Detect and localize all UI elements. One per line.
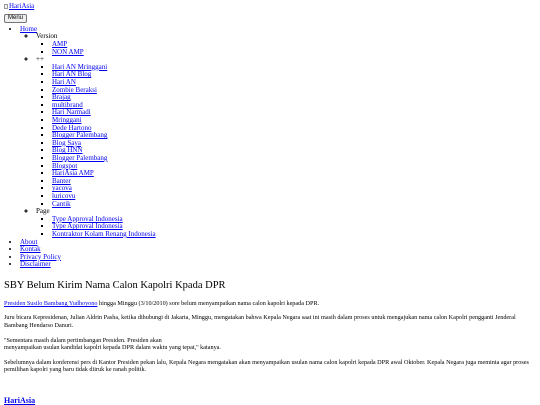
article-text: menyampaikan usulan kandidat kapolri kepada DPR dalam waktu yang tepat," katanya. bbox=[4, 344, 221, 352]
nav-link-kontak[interactable]: Kontak bbox=[20, 245, 41, 254]
nav-link-disclaimer[interactable]: Disclaimer bbox=[20, 260, 51, 269]
more-link[interactable]: multibrand bbox=[52, 100, 83, 109]
article-paragraph: Sebelumnya dalam konferensi pers di Kantor Presiden pekan lalu, Kepala Negara mengatakan akan menyampaikan usulan nama calon kapolri kepada DPR awal Oktober. Kepala Negara juga meminta agar proses pemilihan kapolri yang baru tidak diiruk ke ranah politik. bbox=[4, 358, 529, 374]
more-link[interactable]: Cantik bbox=[52, 199, 71, 208]
nav-submenu bbox=[20, 33, 536, 238]
more-item bbox=[52, 155, 536, 163]
more-item bbox=[52, 109, 536, 117]
more-item bbox=[52, 132, 536, 140]
more-link[interactable]: Banter bbox=[52, 176, 71, 185]
more-item bbox=[52, 147, 536, 155]
nav-item-disclaimer bbox=[20, 261, 536, 269]
more-item bbox=[52, 178, 536, 186]
more-item bbox=[52, 71, 536, 79]
version-item bbox=[52, 41, 536, 49]
more-list bbox=[36, 64, 536, 208]
nav-item-kontak bbox=[20, 246, 536, 254]
nav-item-home bbox=[20, 26, 536, 239]
article-title: SBY Belum Kirim Nama Calon Kapolri Kpada DPR bbox=[4, 279, 226, 291]
more-item bbox=[52, 94, 536, 102]
more-link[interactable]: Hari AN bbox=[52, 78, 76, 87]
version-item bbox=[52, 49, 536, 57]
more-link[interactable]: Mringgani bbox=[52, 116, 82, 125]
more-item bbox=[52, 140, 536, 148]
page-link[interactable]: Type Approval Indonesia bbox=[52, 222, 123, 231]
nav-item-page bbox=[36, 208, 536, 238]
more-link[interactable]: Hari AN Mringgani bbox=[52, 62, 108, 71]
page-link[interactable]: Type Approval Indonesia bbox=[52, 214, 123, 223]
more-item bbox=[52, 117, 536, 125]
more-item bbox=[52, 102, 536, 110]
broken-image-icon bbox=[4, 4, 8, 9]
menu-button[interactable]: Menu bbox=[4, 14, 27, 23]
page-item bbox=[52, 216, 536, 224]
nav-list bbox=[4, 26, 536, 269]
article-text: hingga Minggu (3/10/2010) sore belum menyampaikan nama calon kapolri kepada DPR. bbox=[97, 299, 320, 307]
article-body bbox=[4, 300, 536, 374]
more-item bbox=[52, 201, 536, 209]
more-link[interactable]: Blog Saya bbox=[52, 138, 81, 147]
more-item bbox=[52, 87, 536, 95]
more-link[interactable]: Blogger Palembang bbox=[52, 153, 108, 162]
footer-site-link[interactable]: HariAsia bbox=[4, 396, 36, 405]
more-link[interactable]: Blogger Palembang bbox=[52, 131, 108, 140]
more-item bbox=[52, 64, 536, 72]
page-list bbox=[36, 216, 536, 239]
nav-link-home[interactable]: Home bbox=[20, 24, 38, 33]
more-link[interactable]: yacova bbox=[52, 184, 72, 193]
nav-item-about bbox=[20, 239, 536, 247]
nav-item-more bbox=[36, 56, 536, 208]
site-logo-link[interactable] bbox=[4, 3, 34, 11]
more-link[interactable]: Hari Narmadi bbox=[52, 108, 91, 117]
more-item bbox=[52, 163, 536, 171]
more-item bbox=[52, 193, 536, 201]
version-link[interactable]: NON AMP bbox=[52, 47, 84, 56]
main-navigation bbox=[4, 26, 536, 269]
page-link[interactable]: Kontraktor Kolam Renang Indonesia bbox=[52, 229, 156, 238]
article-quote-paragraph bbox=[4, 337, 536, 352]
more-item bbox=[52, 79, 536, 87]
nav-link-privacy-policy[interactable]: Privacy Policy bbox=[20, 252, 62, 261]
nav-link-about[interactable]: About bbox=[20, 237, 38, 246]
site-logo-alt-text: HariAsia bbox=[9, 2, 35, 10]
article-text: "Sementara masih dalam pertimbangan Presiden. Presiden akan bbox=[4, 336, 162, 344]
more-item bbox=[52, 185, 536, 193]
more-link[interactable]: luricovu bbox=[52, 191, 76, 200]
version-link[interactable]: AMP bbox=[52, 40, 68, 49]
article-paragraph: Juru bicara Kepresidenan, Julian Aldrin Pasha, ketika dihubungi di Jakarta, Minggu, mengatakan bahwa Kepala Negara saat ini masih dalam proses untuk mengajukan nama calon Kapolri pengganti Jenderal Bambang Hendarso Danuri. bbox=[4, 314, 516, 330]
more-link[interactable]: HariAsia AMP bbox=[52, 169, 94, 178]
more-link[interactable]: Hari AN Blog bbox=[52, 70, 92, 79]
page-item bbox=[52, 231, 536, 239]
nav-label-version: Version bbox=[36, 32, 58, 41]
nav-item-privacy bbox=[20, 254, 536, 262]
more-link[interactable]: Blog HNN bbox=[52, 146, 83, 155]
more-item bbox=[52, 170, 536, 178]
more-item bbox=[52, 125, 536, 133]
president-link[interactable]: Presiden Susilo Bambang Yudhoyono bbox=[4, 299, 98, 307]
version-list bbox=[36, 41, 536, 56]
more-link[interactable]: Dede Hartono bbox=[52, 123, 92, 132]
nav-item-version bbox=[36, 33, 536, 56]
article-paragraph bbox=[4, 300, 536, 308]
more-link[interactable]: Brajag bbox=[52, 93, 71, 102]
more-link[interactable]: Zombie Beraksi bbox=[52, 85, 97, 94]
footer-section bbox=[4, 397, 536, 405]
more-link[interactable]: Blogspot bbox=[52, 161, 78, 170]
nav-label-more: ++ bbox=[36, 55, 44, 64]
nav-label-page: Page bbox=[36, 207, 50, 216]
